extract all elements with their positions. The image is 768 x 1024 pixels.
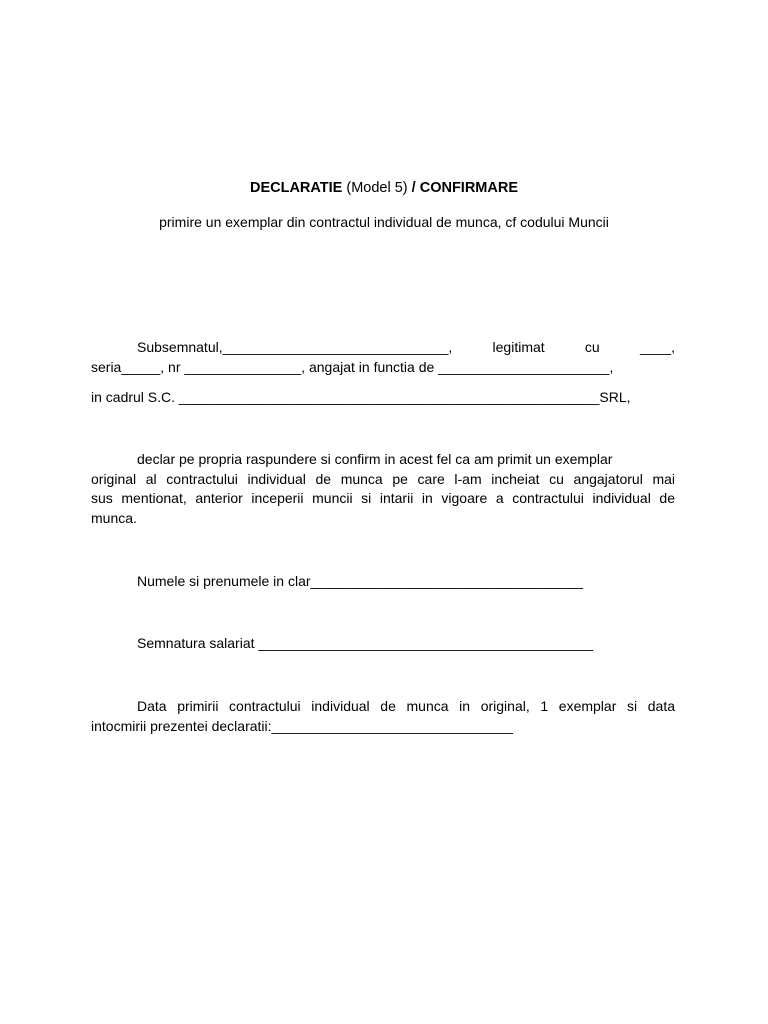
numele-line: Numele si prenumele in clar___________________________________ <box>137 573 584 589</box>
data-primirii-line-1: Data primirii contractului individual de munca in original, 1 exemplar si data <box>137 698 675 714</box>
subsemnatul-paragraph <box>91 338 675 377</box>
subsemnatul-field: Subsemnatul,_____________________________, <box>137 339 453 355</box>
cadrul-line: in cadrul S.C. ______________________________________________________SRL, <box>91 389 631 405</box>
declar-paragraph <box>91 450 675 528</box>
declar-line-2: original al contractului individual de munca pe care l-am incheiat cu angajatorul mai <box>91 470 675 487</box>
data-primirii-paragraph <box>91 697 675 736</box>
title-confirmare: / CONFIRMARE <box>411 180 519 196</box>
declar-text-1: declar pe propria raspundere si confirm in acest fel ca am primit un exemplar <box>137 451 613 467</box>
document-title <box>0 179 768 197</box>
declar-line-4: munca. <box>91 509 137 526</box>
title-model: (Model 5) <box>346 180 408 196</box>
document-subtitle: primire un exemplar din contractul individual de munca, cf codului Muncii <box>159 214 609 230</box>
declar-line-1 <box>91 450 675 470</box>
legitimat-word: legitimat <box>492 339 545 355</box>
act-type-field: ____, <box>639 339 675 355</box>
subsemnatul-line-2: seria_____, nr _______________, angajat in functia de ______________________, <box>91 358 614 375</box>
subsemnatul-line-1 <box>91 338 675 358</box>
semnatura-line: Semnatura salariat ___________________________________________ <box>137 635 594 651</box>
declar-line-3: sus mentionat, anterior inceperii muncii si intarii in vigoare a contractului individual de <box>91 490 675 506</box>
title-declaratie: DECLARATIE <box>249 180 343 196</box>
data-primirii-line-2: intocmirii prezentei declaratii:_______________________________ <box>91 717 513 734</box>
cu-word: cu <box>584 339 600 355</box>
